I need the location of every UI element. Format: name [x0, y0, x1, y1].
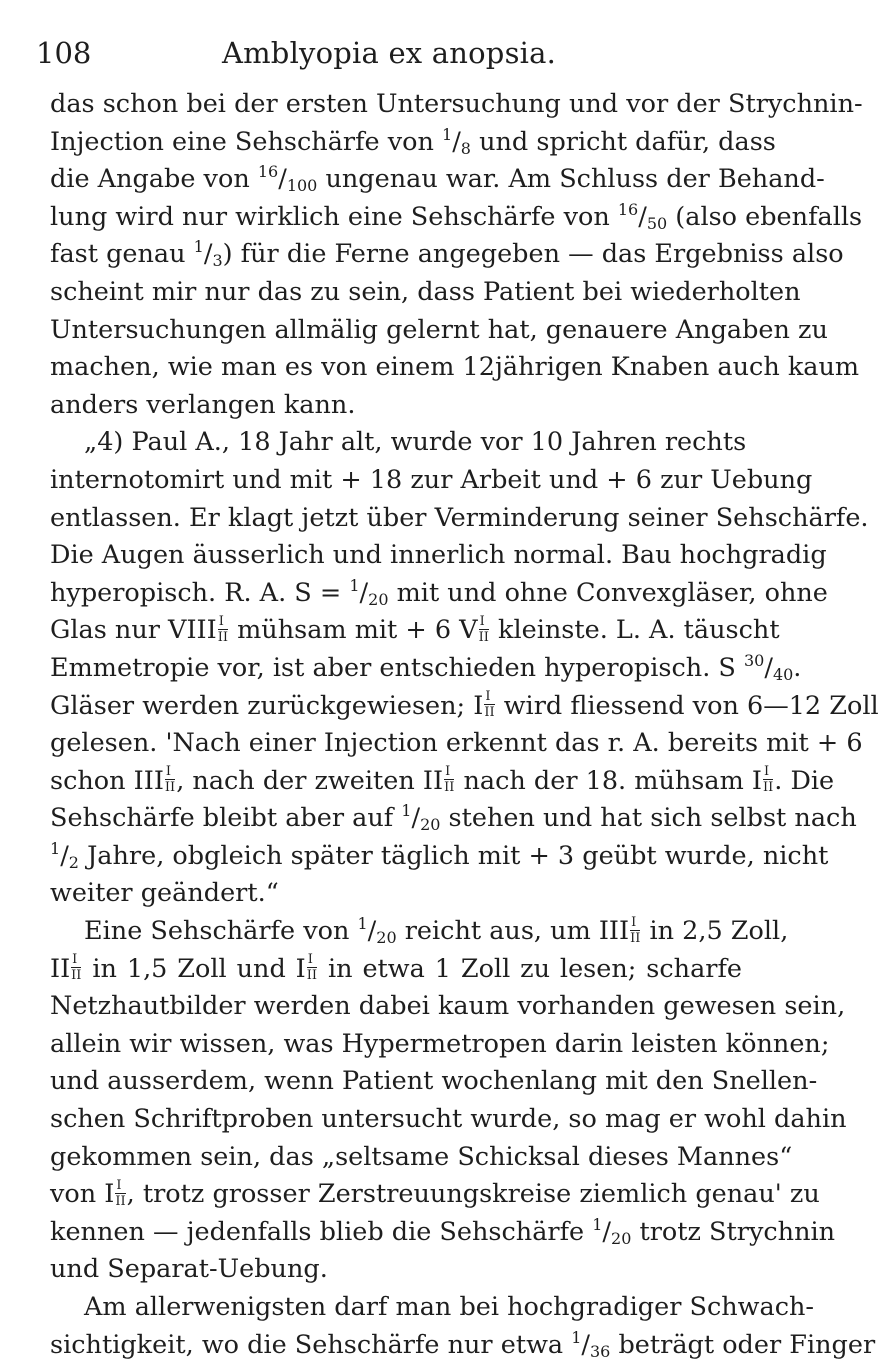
text-segment: Injection eine Sehschärfe von — [50, 126, 443, 157]
text-segment: stehen und hat sich selbst nach — [440, 803, 857, 834]
text-line — [50, 349, 860, 387]
text-line — [50, 800, 857, 838]
fraction-denominator: 36 — [590, 1341, 611, 1361]
fraction-denominator: 100 — [286, 176, 318, 196]
fraction: $^1/_{36}$ — [571, 1327, 611, 1361]
fraction-denominator: 20 — [368, 589, 389, 609]
text-segment: und Separat-Uebung. — [50, 1254, 328, 1285]
text-segment: beträgt oder Finger — [610, 1329, 876, 1360]
text-segment: von I — [50, 1179, 115, 1210]
text-line — [50, 725, 863, 763]
text-line — [50, 875, 742, 913]
text-segment: schen Schriftproben untersucht wurde, so mag er wohl dahin — [50, 1104, 847, 1135]
text-segment: machen, wie man es von einem 12jährigen Knaben auch kaum — [50, 352, 860, 383]
fraction: $^1/_{20}$ — [357, 914, 397, 948]
text-line — [50, 951, 742, 989]
text-line — [50, 763, 835, 801]
fraction-denominator: 20 — [420, 815, 441, 835]
stacked-fraction — [763, 765, 773, 794]
fraction-denominator: 3 — [212, 251, 223, 271]
text-line — [50, 1289, 815, 1327]
fraction: $^1/_{20}$ — [349, 575, 389, 609]
text-line — [50, 575, 828, 613]
text-segment: in etwa 1 Zoll zu lesen; scharfe — [318, 953, 742, 984]
stacked-numerator: I — [484, 690, 494, 705]
text-segment: das schon bei der ersten Untersuchung und vor der Strychnin- — [50, 89, 863, 119]
text-segment: . Die — [774, 765, 835, 796]
text-segment: „4) Paul A., 18 Jahr alt, wurde vor 10 Jahren rechts — [84, 427, 747, 458]
text-line — [50, 650, 802, 688]
text-line — [50, 1101, 847, 1139]
text-line — [50, 1139, 793, 1177]
text-segment: Glas nur VIII — [50, 615, 217, 646]
fraction: $^1/_2$ — [50, 838, 79, 872]
text-segment: in 2,5 Zoll, — [641, 916, 789, 947]
text-line — [50, 1251, 742, 1289]
stacked-numerator: I — [218, 615, 228, 630]
stacked-fraction — [165, 765, 175, 794]
fraction-denominator: 2 — [68, 852, 79, 872]
text-segment: lung wird nur wirklich eine Sehschärfe von — [50, 201, 618, 232]
fraction: $^{16}/_{100}$ — [257, 162, 318, 196]
running-title: Amblyopia ex anopsia. — [221, 36, 557, 70]
stacked-denominator: II — [217, 629, 228, 645]
text-segment: kleinste. L. A. täuscht — [489, 615, 780, 646]
text-segment: weiter geändert.“ — [50, 878, 279, 909]
stacked-fraction — [630, 916, 640, 945]
fraction: $^1/_3$ — [193, 237, 223, 271]
text-segment: mühsam mit + 6 V — [228, 615, 478, 646]
text-segment: Sehschärfe bleibt aber auf — [50, 803, 402, 834]
fraction-numerator: 1 — [50, 838, 61, 858]
text-segment: Die Augen äusserlich und innerlich normal. Bau hochgradig — [50, 540, 827, 571]
text-line — [50, 500, 869, 538]
stacked-numerator: I — [115, 1179, 125, 1194]
fraction-numerator: 1 — [357, 914, 368, 934]
text-segment: hyperopisch. R. A. S = — [50, 577, 350, 608]
text-segment: (also ebenfalls — [667, 201, 863, 232]
text-line — [50, 86, 863, 124]
fraction-denominator: 50 — [646, 213, 668, 233]
stacked-numerator: I — [71, 953, 81, 968]
text-segment: reicht aus, um III — [396, 916, 630, 947]
stacked-numerator: I — [444, 765, 454, 780]
text-segment: gelesen. 'Nach einer Injection erkennt das r. A. bereits mit + 6 — [50, 728, 863, 759]
fraction-denominator: 8 — [460, 138, 471, 158]
text-segment: . — [793, 652, 802, 683]
stacked-denominator: II — [306, 968, 318, 984]
fraction-denominator: 20 — [611, 1228, 632, 1248]
page-number: 108 — [36, 36, 92, 70]
fraction: $^1/_{20}$ — [401, 801, 441, 835]
text-line — [50, 424, 747, 462]
stacked-numerator: I — [165, 765, 175, 780]
text-segment: nach der 18. mühsam I — [455, 765, 762, 796]
text-line — [50, 274, 801, 312]
text-line — [50, 1214, 836, 1252]
text-line — [50, 387, 742, 425]
text-segment: schon III — [50, 765, 164, 796]
text-segment: ) für die Ferne angegeben — das Ergebniss also — [222, 239, 844, 270]
fraction-numerator: 1 — [349, 575, 360, 595]
text-segment: II — [50, 953, 71, 984]
text-segment: , nach der zweiten II — [176, 765, 444, 796]
text-line — [50, 1026, 830, 1064]
text-line — [50, 1327, 876, 1364]
fraction: $^1/_{20}$ — [592, 1214, 632, 1248]
fraction-denominator: 40 — [772, 664, 794, 684]
text-segment: internotomirt und mit + 18 zur Arbeit und + 6 zur Uebung — [50, 464, 813, 495]
text-segment: Jahre, obgleich später täglich mit + 3 geübt wurde, nicht — [78, 840, 829, 871]
text-segment: in 1,5 Zoll und I — [82, 953, 306, 984]
stacked-denominator: II — [115, 1193, 126, 1209]
text-line — [50, 1176, 820, 1214]
stacked-numerator: I — [307, 953, 317, 968]
stacked-fraction — [115, 1179, 125, 1208]
text-segment: und spricht dafür, dass — [470, 126, 776, 157]
stacked-numerator: I — [479, 615, 489, 630]
fraction-numerator: 30 — [743, 650, 765, 670]
text-segment: Emmetropie vor, ist aber entschieden hyperopisch. S — [50, 652, 744, 683]
fraction: $^{16}/_{50}$ — [617, 199, 668, 233]
text-segment: anders verlangen kann. — [50, 389, 356, 420]
fraction-denominator: 20 — [376, 928, 397, 948]
stacked-denominator: II — [478, 629, 489, 645]
text-segment: entlassen. Er klagt jetzt über Verminderung seiner Sehschärfe. — [50, 502, 869, 533]
text-line — [50, 612, 780, 650]
text-segment: Am allerwenigsten darf man bei hochgradiger Schwach- — [84, 1292, 815, 1322]
stacked-fraction — [218, 615, 228, 644]
fraction-numerator: 1 — [401, 801, 412, 821]
stacked-denominator: II — [164, 780, 176, 796]
stacked-denominator: II — [762, 780, 774, 796]
fraction: $^1/_8$ — [442, 124, 471, 158]
fraction: $^{30}/_{40}$ — [743, 650, 794, 684]
stacked-fraction — [479, 615, 489, 644]
text-segment: Gläser werden zurückgewiesen; I — [50, 690, 484, 721]
fraction-numerator: 1 — [592, 1214, 603, 1234]
text-segment: gekommen sein, das „seltsame Schicksal dieses Mannes“ — [50, 1141, 793, 1172]
text-segment: die Angabe von — [50, 164, 258, 195]
page-header — [36, 36, 742, 76]
fraction-numerator: 1 — [193, 237, 204, 257]
text-line — [50, 124, 776, 162]
text-segment: fast genau — [50, 239, 194, 270]
text-segment: wird fliessend von 6—12 Zoll — [495, 690, 879, 721]
text-line — [50, 913, 789, 951]
text-segment: Netzhautbilder werden dabei kaum vorhanden gewesen sein, — [50, 991, 846, 1022]
text-line — [50, 1063, 818, 1101]
stacked-denominator: II — [444, 780, 455, 796]
text-segment: Untersuchungen allmälig gelernt hat, genauere Angaben zu — [50, 314, 828, 345]
stacked-fraction — [307, 953, 317, 982]
fraction-numerator: 16 — [617, 199, 639, 219]
stacked-denominator: II — [484, 705, 495, 720]
text-line — [50, 199, 863, 237]
fraction-numerator: 1 — [571, 1327, 582, 1347]
text-segment: , trotz grosser Zerstreuungskreise ziemlich genau' zu — [126, 1179, 820, 1210]
text-segment: trotz Strychnin — [631, 1216, 836, 1247]
text-line — [50, 838, 829, 876]
fraction-numerator: 16 — [257, 162, 279, 182]
fraction-numerator: 1 — [442, 124, 453, 144]
text-line — [50, 161, 825, 199]
stacked-fraction — [484, 690, 494, 719]
text-line — [50, 312, 828, 350]
stacked-denominator: II — [71, 968, 82, 984]
body-text — [50, 86, 879, 1364]
text-segment: ungenau war. Am Schluss der Behand- — [317, 164, 825, 195]
stacked-fraction — [444, 765, 454, 794]
stacked-numerator: I — [763, 765, 773, 780]
text-line — [50, 988, 846, 1026]
text-segment: sichtigkeit, wo die Sehschärfe nur etwa — [50, 1329, 572, 1360]
text-line — [50, 462, 813, 500]
text-segment: mit und ohne Convexgläser, ohne — [388, 577, 828, 608]
text-line — [50, 537, 827, 575]
text-segment: scheint mir nur das zu sein, dass Patient bei wiederholten — [50, 276, 801, 307]
stacked-numerator: I — [630, 916, 640, 931]
text-segment: kennen — jedenfalls blieb die Sehschärfe — [50, 1216, 593, 1247]
stacked-denominator: II — [630, 930, 641, 946]
text-line — [50, 236, 844, 274]
stacked-fraction — [71, 953, 81, 982]
text-segment: und ausserdem, wenn Patient wochenlang mit den Snellen- — [50, 1066, 818, 1097]
text-segment: Eine Sehschärfe von — [84, 916, 358, 947]
text-segment: allein wir wissen, was Hypermetropen darin leisten können; — [50, 1028, 830, 1059]
text-line — [50, 688, 879, 726]
